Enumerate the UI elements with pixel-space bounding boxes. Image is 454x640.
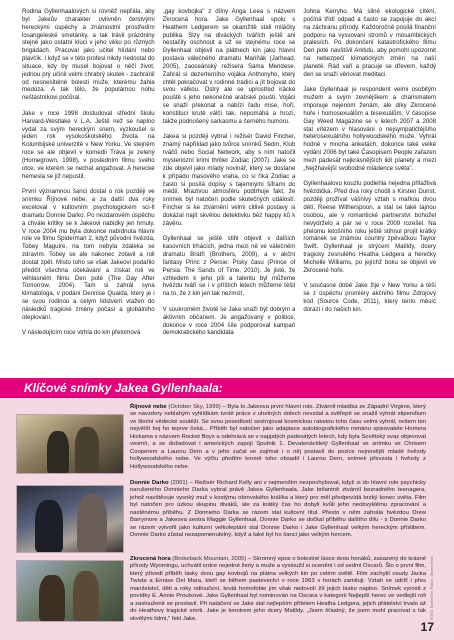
film-title: Donnie Darko <box>130 480 169 486</box>
film-year: (Brokeback Mountain, 2005) <box>172 556 247 562</box>
film-entry <box>130 480 426 540</box>
film-year: (October Sky, 1999) <box>168 404 221 410</box>
paragraph: Gyllenhaalovu kouzlu podlehla nejedna přitažlivá hvězdička. Před dva roky chodil s Kirsten Dunst, později prožíval vášnivý vztah s mařkou dvou dětí, Reese Witherspoon, a stal se také tajnou osobou, ale v romantické partnerství bohužel nevydrželo a pár se v roce 2009 rozešel. Na přelomu letošního roku ještě stihnul projít krátký románek se známou country zpěvačkou Taylor Swift. Gyllenhaal je strýcem Matildy, dcery tragicky zesnulého Heatha Ledgera a herečky Michelle Williams, po jejíchž boku se objevil ve Zkrocené hoře. <box>303 180 437 274</box>
article-column-1 <box>22 8 155 370</box>
article-column-3 <box>303 8 436 370</box>
paragraph: Jakea si později vybral i režisér David Fincher, známý například jako tvůrce snímků Sedm, Klub rváčů nebo Social Network, aby s ním natočil mysteriózní krimi thriller Zodiac (2007). Jake se zde objevil jako mladý novinář, který se dostane k případu masového vraha, co si říká Zodiac a často si posílá dopisy s tajemnými šiframi do médií. Mrazivou atmosféru podtrhuje fakt, že snímek byl natočen podle skutečných událostí. Fincher si ke ztvárnění velmi citlivé postavy si dokázal najít skvělou detektivku bez happy ků k závěru. <box>162 133 296 227</box>
film-still-donnie-darko <box>16 485 124 553</box>
paragraph: Jake Gyllenhaal je respondent velmi osobitým mužem a svým zevnějškem a charismatem imponuje nejenom ženám, ale díky Zkrocené hoře i homosexuálům a bisexuálům. V časopise Gay Weed Magazine se v letech 2007 a 2008 stal vítězem v hlasování o nejsympatičtějšího heterosexuálního hollywoodského muže. Vyhrál hodně v mnoha anketách, dokonce také velké vydání 2006 byl také Časopisem People zařazen mezi padesát nejkrásnějších lidí planety a mezi „Nejžhavější svobodné mládence světa". <box>303 86 437 172</box>
film-title: Říjnové nebe <box>130 404 167 410</box>
article-body <box>22 8 436 370</box>
film-year: (2001) <box>170 480 188 486</box>
section-title: Klíčové snímky Jakea Gyllenhaala: <box>24 381 223 395</box>
paragraph: V soukromém životě se Jake snaží být dobrým a aktivním občanem. Je angažovaný v politice, dokonce v roce 2004 šíle podporoval kampaň demokratického kandidáta <box>162 305 296 337</box>
paragraph: První významnou šanci dostal o rok později ve snímku Říjnové nebe, a za další dva roky exceloval v kultovním psychologickém sci-fi dramatu Donnie Darko. Po nezdarovém úspěchu a chvále kritiky se k Jakeovi nabídky jen hrnuly. V roce 2004 mu byla dokonce nabídnuta hlavní role ve filmu Spiderman 2, když původní hvězda, Tobey Maguire, na tom nebyla zdaleka se zdravím. Tobey se ale nakonec zotavil a roli dostat zpět. Místo toho se však Jakeovi podařilo předčit všechna očekávání a získat roli ve věhlasném filmu Den poté (The Day After Tomorrow, 2004). Tam si zahrál syna klimatologa, v podání Dennise Quaida, který je i se svou rodinou a celým lidstvem vtažen do následků tragické změny počasí a globálního oteplování. <box>22 188 155 321</box>
article-column-2 <box>163 8 296 370</box>
paragraph: Gyllenhaal se ještě stihl objevit v dalších kasovních trhácích, jedna mezi ně ve válečném dramatu Bratři (Brothers, 2009), a v akční fantasy Princ z Persie: Písky času (Prince of Persia: The Sands of Time, 2010). Je jisté, že vzhledem k jeho píli a talentu byl můžeme hvězdu tváří se i v příštích letech můžeme těšit na to, že z kin jen tak nezmizí. <box>162 235 296 298</box>
film-still-brokeback-mountain <box>16 560 124 622</box>
film-entry <box>130 404 426 471</box>
film-title: Zkrocená hora <box>130 556 171 562</box>
paragraph: Jake v roce 1998 dostudoval střední školu Harvard-Westlake v L.A. Ještě než se naplno vydal za svým hereckým snem, vyzkoušel si jeden rok vysokoškolského života na Kolumbijské univerzitě v New Yorku. Ve stejném roce se ale objevil v komedii Tráva je zelený (Homegrown, 1998), v posledním filmu svého otce, ve kterém se nechal angažovat. A herecké hemesla se již nepustil. <box>22 109 155 180</box>
paragraph: V následujícím roce vtrhla do kin přelomová <box>22 329 141 337</box>
paragraph: Johna Kerryho. Má silné ekologické cítění, počíná třídí odpad a často se zapojuje do akcí na záchranu přírody. Každoročně posílá finanční podporu na vysvovaní stromů v mosambických pralesích. Po dokončení katastrofického filmu Den poté navštívil Arktidu, aby pomohl upozornit na nebezpečí klimatických změn na naší planetě. Rád vaří a pracuje se dřevem, každý den se snaží věnovat meditaci. <box>303 8 437 78</box>
paragraph: Rodina Gyllenhaalových si rovněž nepřála, aby byl Jakeův charakter ovlivněn čerstvými hereckými úspěchy a známostmi prostředím losangeleské smetánky, a tak trávil prázdniny stejně jako ostatní kluci v jeho věku po různých brigádách. Pracoval jako učitel hlídání nebo plavčík. I když se v této profesi nikdy nedostal do situace, kdy by musel bojovat o něčí život, jednou prý učinil velmi chrabrý skutek - zachránil od nesnesitelné bolesti muže, kterému žahla medúza. A tak tělo, že populárnou nohu neštastníkovi počůral. <box>22 8 155 102</box>
film-still-october-sky <box>16 414 124 474</box>
paragraph: „gay kovbojka" z dílny Anga Leea s názvem Zkrocená hora. Jake Gyllenhaal spolu s Heathem Ledgerem se okamžitě stali miláčky publika. Slzy na diváckých tvářích ještě ani nestačily oschnout a už se stejnému roce se Gyllenhaal objevil na plátnech kin jako hlavní postava válečného dramatu Mariňák (Jarhead, 2005), zaoceánský režisera Sama Mendese. Zahrál si dezerterního vojáka Anthonyho, který chtěl pokračovat v rodinné tradici a jít bojovat do svou válkou. Ostrý ale se uprostřed irácké pouště s jeho nekonečné arabské poušti. Vojáci se snaží překonat a nabízí řadu mise, hoří, konstituci krutě válčí tak, nepomáhá a hrozí, takže podnošený sarkasmu a černého humoru. <box>162 8 296 125</box>
paragraph: V současné době Jake žije v New Yorku a těší se z úspěchu promiéry akčního filmu Zdrojový kód (Source Code, 2011), který tento měsíc dorazí i do našich kin. <box>303 282 437 313</box>
film-description: – Režisér Richard Kelly ani v nejmenším nezpochyboval, když si do hlavní role psychicky narušeného Donnieho Darka vybral právě Jakea Gyllenhaala. Jake brilantně ztvárnil bezradného teenagera, jehož navštěvuje vysoký muž v kostýmu obrovského králíka a který pro měl předpovídá brzký konec světa. Film byl natočen pro úzkou skupinu diváků, ale za krátký čas ho dobyli kvůli jeho neobvyklému zpracování a nastěnému příběhu. Z Donnieho Darka se rázem stal kultovní titul. Přesto v něm zahrála hvězdou Drew Barrymore a Jakeova sestra Maggie Gyllenhaal, Donnie Darko se dočkal příběhu dalšího dílu - s Donnie Darko se rázem vytvořil jako kulturní velkoleptání stal Donnie Darko i Jake Gyllenhaal velkým hereckým příslibem. Donnie Darko zůstal nezapomenutelný, když a také byl ho šanci jako velkým hercem. <box>130 480 426 539</box>
film-description: – Skromný epos o bolestné lásce dvou honáků, zasazený do krásné přírody Wyomingu, uchvátil srdce nejedné ženy a muže a vysloužil si ocenění i od sedmi Oscarů. Šlo o první film, který přivedl příběh lásky dvou gay kovbojů na plátna velkých kin po celém světě. Film zachytil osudy Jacka Twista a Ennise Del Mara, kteří se během pastevectví v roce 1963 v horách zamilují. Vztah se udrží i přes manželství, děti a roky odloučení, krutá homofobie jim však nedovolí žít jejich lásku naplno. Snímek vyrostl z povídky E. Annie Proulxové. Jake Gyllenhaal byl nominován na Oscara v kategorii Nejlepší herec ve vedlejší roli a zaslouženě se proslavil. Při natáčení se Jake stal nejlepším přítelem Heatha Ledgera, jejich přátelství trvalo až do Heathovy tragické smrti. Jake je kmotrem jeho dcery Matildy. „Jsem šťastný, že jsem mohl pracovat s tak skvělými lidmi," řekl Jake. <box>130 556 427 622</box>
section-banner <box>0 378 454 398</box>
film-description: – Byla to Jakeova první hlavní role. Ztvárnil mladíka ze Západní Virginie, který se navzdory neblahým vyhlídkám tvrdé práce v uhelných dolech nevzdal a svěřepě se snažil vyhrát stipendium ve školní vědecké soutěži. Se svou posedlostí sestrojovat kosmickou raketou toho času velmi vyhrál, ovšem ten největší boj ho teprve čeká... Příběh byl natočen jako adaptace autobiografického románu spisovatele Homera Hickama s názvem Rocket Boys a odehrává se v napjatých padesátých letech, kdy byla Sovětský svaz objevovat vesmír, a se dožadovat i amerických zapojí Sputnik 1. Devatenáctiletý Gyllenhaal ve snímku ve Chrisem Cooperem a Laurou Dern a v jeho začal se zajímat i o něj postavil do pozice nejnovější mladé hvězdy hollywoodského nebe. Ve výčtu předtím kromě toho obsadil i Laurou Dern, snímek převzala i hvězdy z Hollywoodského nebe. <box>130 404 426 470</box>
film-entry <box>130 556 426 623</box>
page-number: 17 <box>420 620 434 634</box>
photo-credit: FOTO: Bontonfilm, Falcon, Warner Bros <box>430 556 434 620</box>
